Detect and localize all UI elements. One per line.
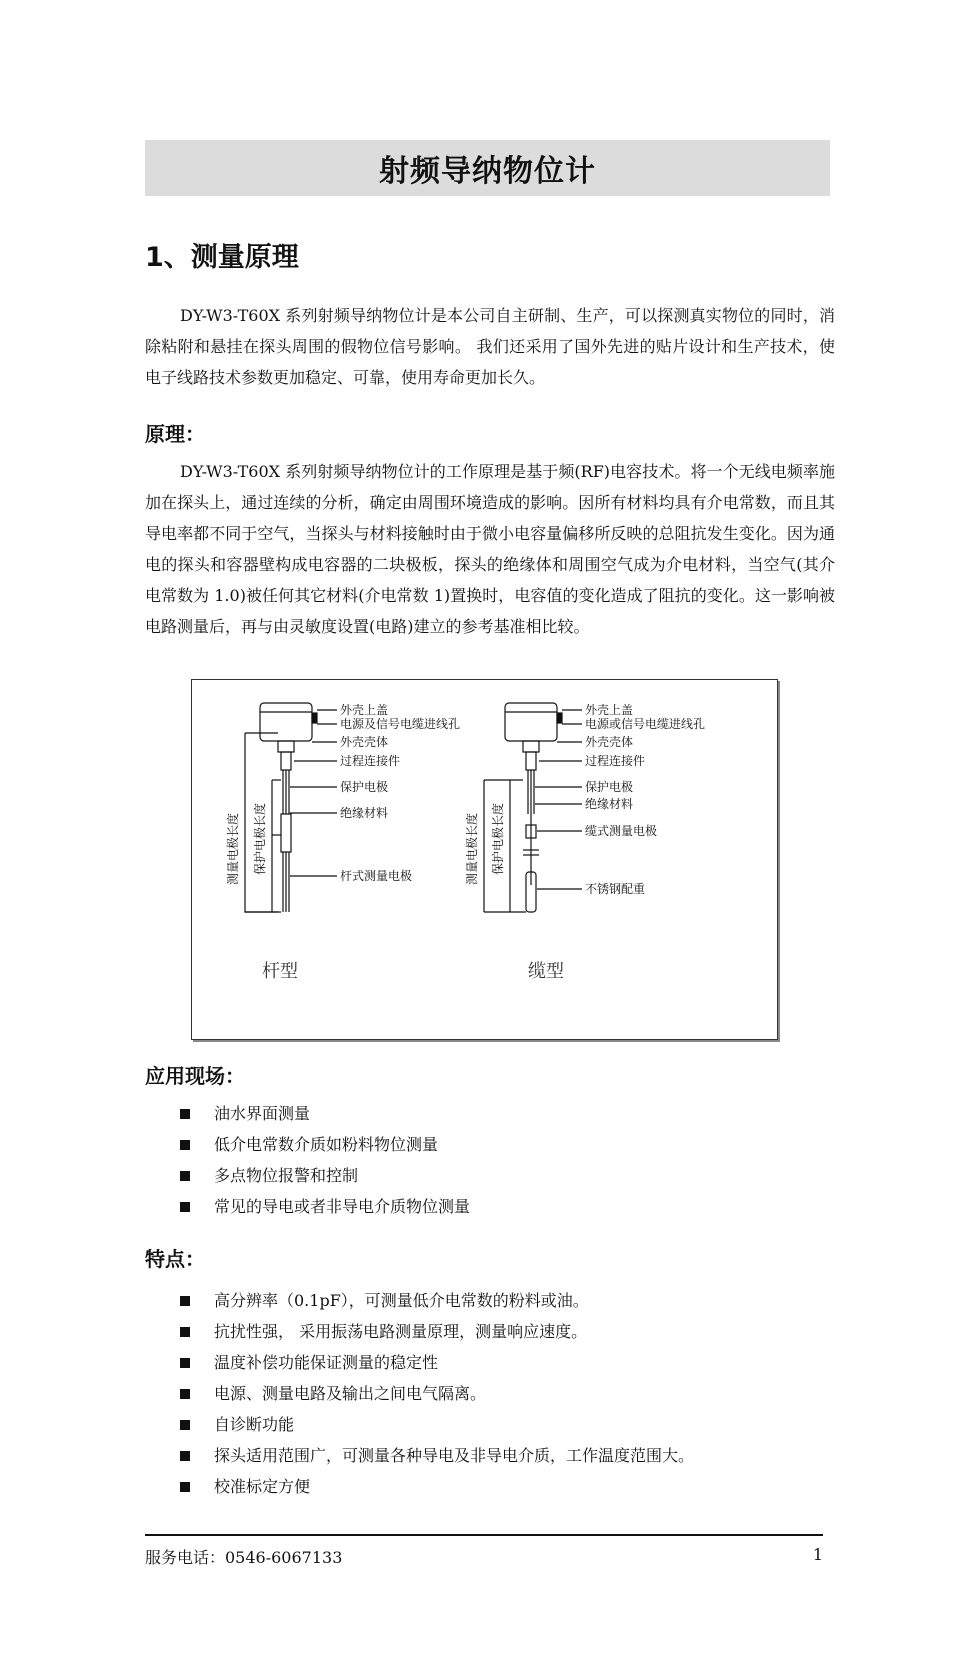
cable-caption: 缆型 (528, 961, 564, 982)
probe-diagram-svg (192, 680, 777, 1039)
cable-label-6: 缆式测量电极 (585, 824, 658, 838)
rod-measure-length: 测量电极长度 (226, 812, 240, 885)
bullet-square-icon (180, 1327, 190, 1337)
page-number: 1 (812, 1545, 823, 1564)
bullet-square-icon (180, 1296, 190, 1306)
section-heading-principle: 1、测量原理 (145, 242, 299, 273)
rod-label-0: 外壳上盖 (340, 703, 389, 717)
cable-guard-length: 保护电极长度 (491, 802, 505, 875)
rod-label-3: 过程连接件 (340, 754, 401, 768)
list-item: 抗扰性强， 采用振荡电路测量原理，测量响应速度。 (180, 1316, 694, 1347)
applications-heading: 应用现场： (145, 1064, 245, 1088)
list-item: 常见的导电或者非导电介质物位测量 (180, 1191, 470, 1222)
list-item: 自诊断功能 (180, 1409, 694, 1440)
bullet-square-icon (180, 1171, 190, 1181)
bullet-square-icon (180, 1389, 190, 1399)
list-item: 电源、测量电路及输出之间电气隔离。 (180, 1378, 694, 1409)
bullet-square-icon (180, 1451, 190, 1461)
features-heading: 特点： (145, 1247, 205, 1271)
list-item: 低介电常数介质如粉料物位测量 (180, 1129, 470, 1160)
cable-label-7: 不锈钢配重 (585, 882, 646, 896)
cable-label-4: 保护电极 (585, 780, 634, 794)
bullet-square-icon (180, 1420, 190, 1430)
bullet-square-icon (180, 1358, 190, 1368)
intro-paragraph (145, 300, 835, 393)
applications-list (180, 1098, 470, 1222)
cable-label-3: 过程连接件 (585, 754, 646, 768)
service-phone: 服务电话：0546-6067133 (145, 1548, 343, 1567)
intro-text: DY-W3-T60X 系列射频导纳物位计是本公司自主研制、生产，可以探测真实物位的同时，消除粘附和悬挂在探头周围的假物位信号影响。 我们还采用了国外先进的贴片设计和生产技术，使电子线路技术参数更加稳定、可靠，使用寿命更加长久。 (145, 306, 835, 387)
rod-label-2: 外壳壳体 (340, 735, 389, 749)
features-list (180, 1285, 694, 1502)
rod-label-1: 电源及信号电缆进线孔 (340, 717, 461, 731)
bullet-square-icon (180, 1140, 190, 1150)
bullet-square-icon (180, 1202, 190, 1212)
principle-paragraph (145, 456, 835, 642)
cable-label-1: 电源或信号电缆进线孔 (585, 717, 706, 731)
rod-caption: 杆型 (262, 961, 298, 982)
cable-label-2: 外壳壳体 (585, 735, 634, 749)
title-bar (145, 140, 830, 196)
rod-label-6: 杆式测量电极 (340, 869, 413, 883)
cable-label-0: 外壳上盖 (585, 703, 634, 717)
page-title: 射频导纳物位计 (379, 154, 596, 189)
principle-heading: 原理： (145, 422, 205, 446)
list-item: 温度补偿功能保证测量的稳定性 (180, 1347, 694, 1378)
principle-text: DY-W3-T60X 系列射频导纳物位计的工作原理是基于频(RF)电容技术。将一个无线电频率施加在探头上，通过连续的分析，确定由周围环境造成的影响。因所有材料均具有介电常数，而且其导电率都不同于空气，当探头与材料接触时由于微小电容量偏移所反映的总阻抗发生变化。因为通电的探头和容器壁构成电容器的二块极板，探头的绝缘体和周围空气成为介电材料，当空气(其介电常数为 1.0)被任何其它材料(介电常数 1)置换时，电容值的变化造成了阻抗的变化。这一影响被电路测量后，再与由灵敏度设置(电路)建立的参考基准相比较。 (145, 462, 835, 636)
list-item: 油水界面测量 (180, 1098, 470, 1129)
list-item: 高分辨率（0.1pF），可测量低介电常数的粉料或油。 (180, 1285, 694, 1316)
cable-label-5: 绝缘材料 (585, 797, 634, 811)
footer-divider (145, 1534, 823, 1536)
bullet-square-icon (180, 1109, 190, 1119)
probe-diagram (191, 679, 778, 1040)
list-item: 校准标定方便 (180, 1471, 694, 1502)
rod-label-4: 保护电极 (340, 780, 389, 794)
rod-guard-length: 保护电极长度 (253, 802, 267, 875)
list-item: 多点物位报警和控制 (180, 1160, 470, 1191)
page-footer (145, 1545, 823, 1568)
rod-label-5: 绝缘材料 (340, 806, 389, 820)
bullet-square-icon (180, 1482, 190, 1492)
cable-measure-length: 测量电极长度 (465, 812, 479, 885)
list-item: 探头适用范围广，可测量各种导电及非导电介质，工作温度范围大。 (180, 1440, 694, 1471)
